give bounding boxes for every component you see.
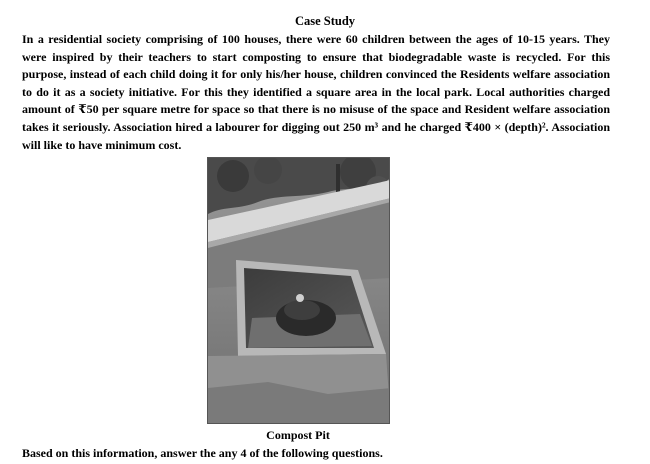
- case-study-title: Case Study: [294, 14, 356, 28]
- figure-caption: Compost Pit: [266, 428, 330, 442]
- compost-pit-photo: [207, 157, 390, 424]
- case-study-paragraph: In a residential society comprising of 100 houses, there were 60 children between the ages of 10-15 years. They were inspired by their teachers to start composting to ensure that biodegradable waste is recycled. For this purpose, instead of each child doing it for only his/her house, children convinced the Residents welfare association to do it as a society initiative. For this they identified a square area in the local park. Local authorities charged amount of ₹50 per square metre for space so that there is no misuse of the space and Resident welfare association takes it seriously. Association hired a labourer for digging out 250 m³ and he charged ₹400 × (depth)². Association will like to have minimum cost.: [22, 32, 610, 152]
- instruction-text: Based on this information, answer the any 4 of the following questions.: [22, 446, 383, 460]
